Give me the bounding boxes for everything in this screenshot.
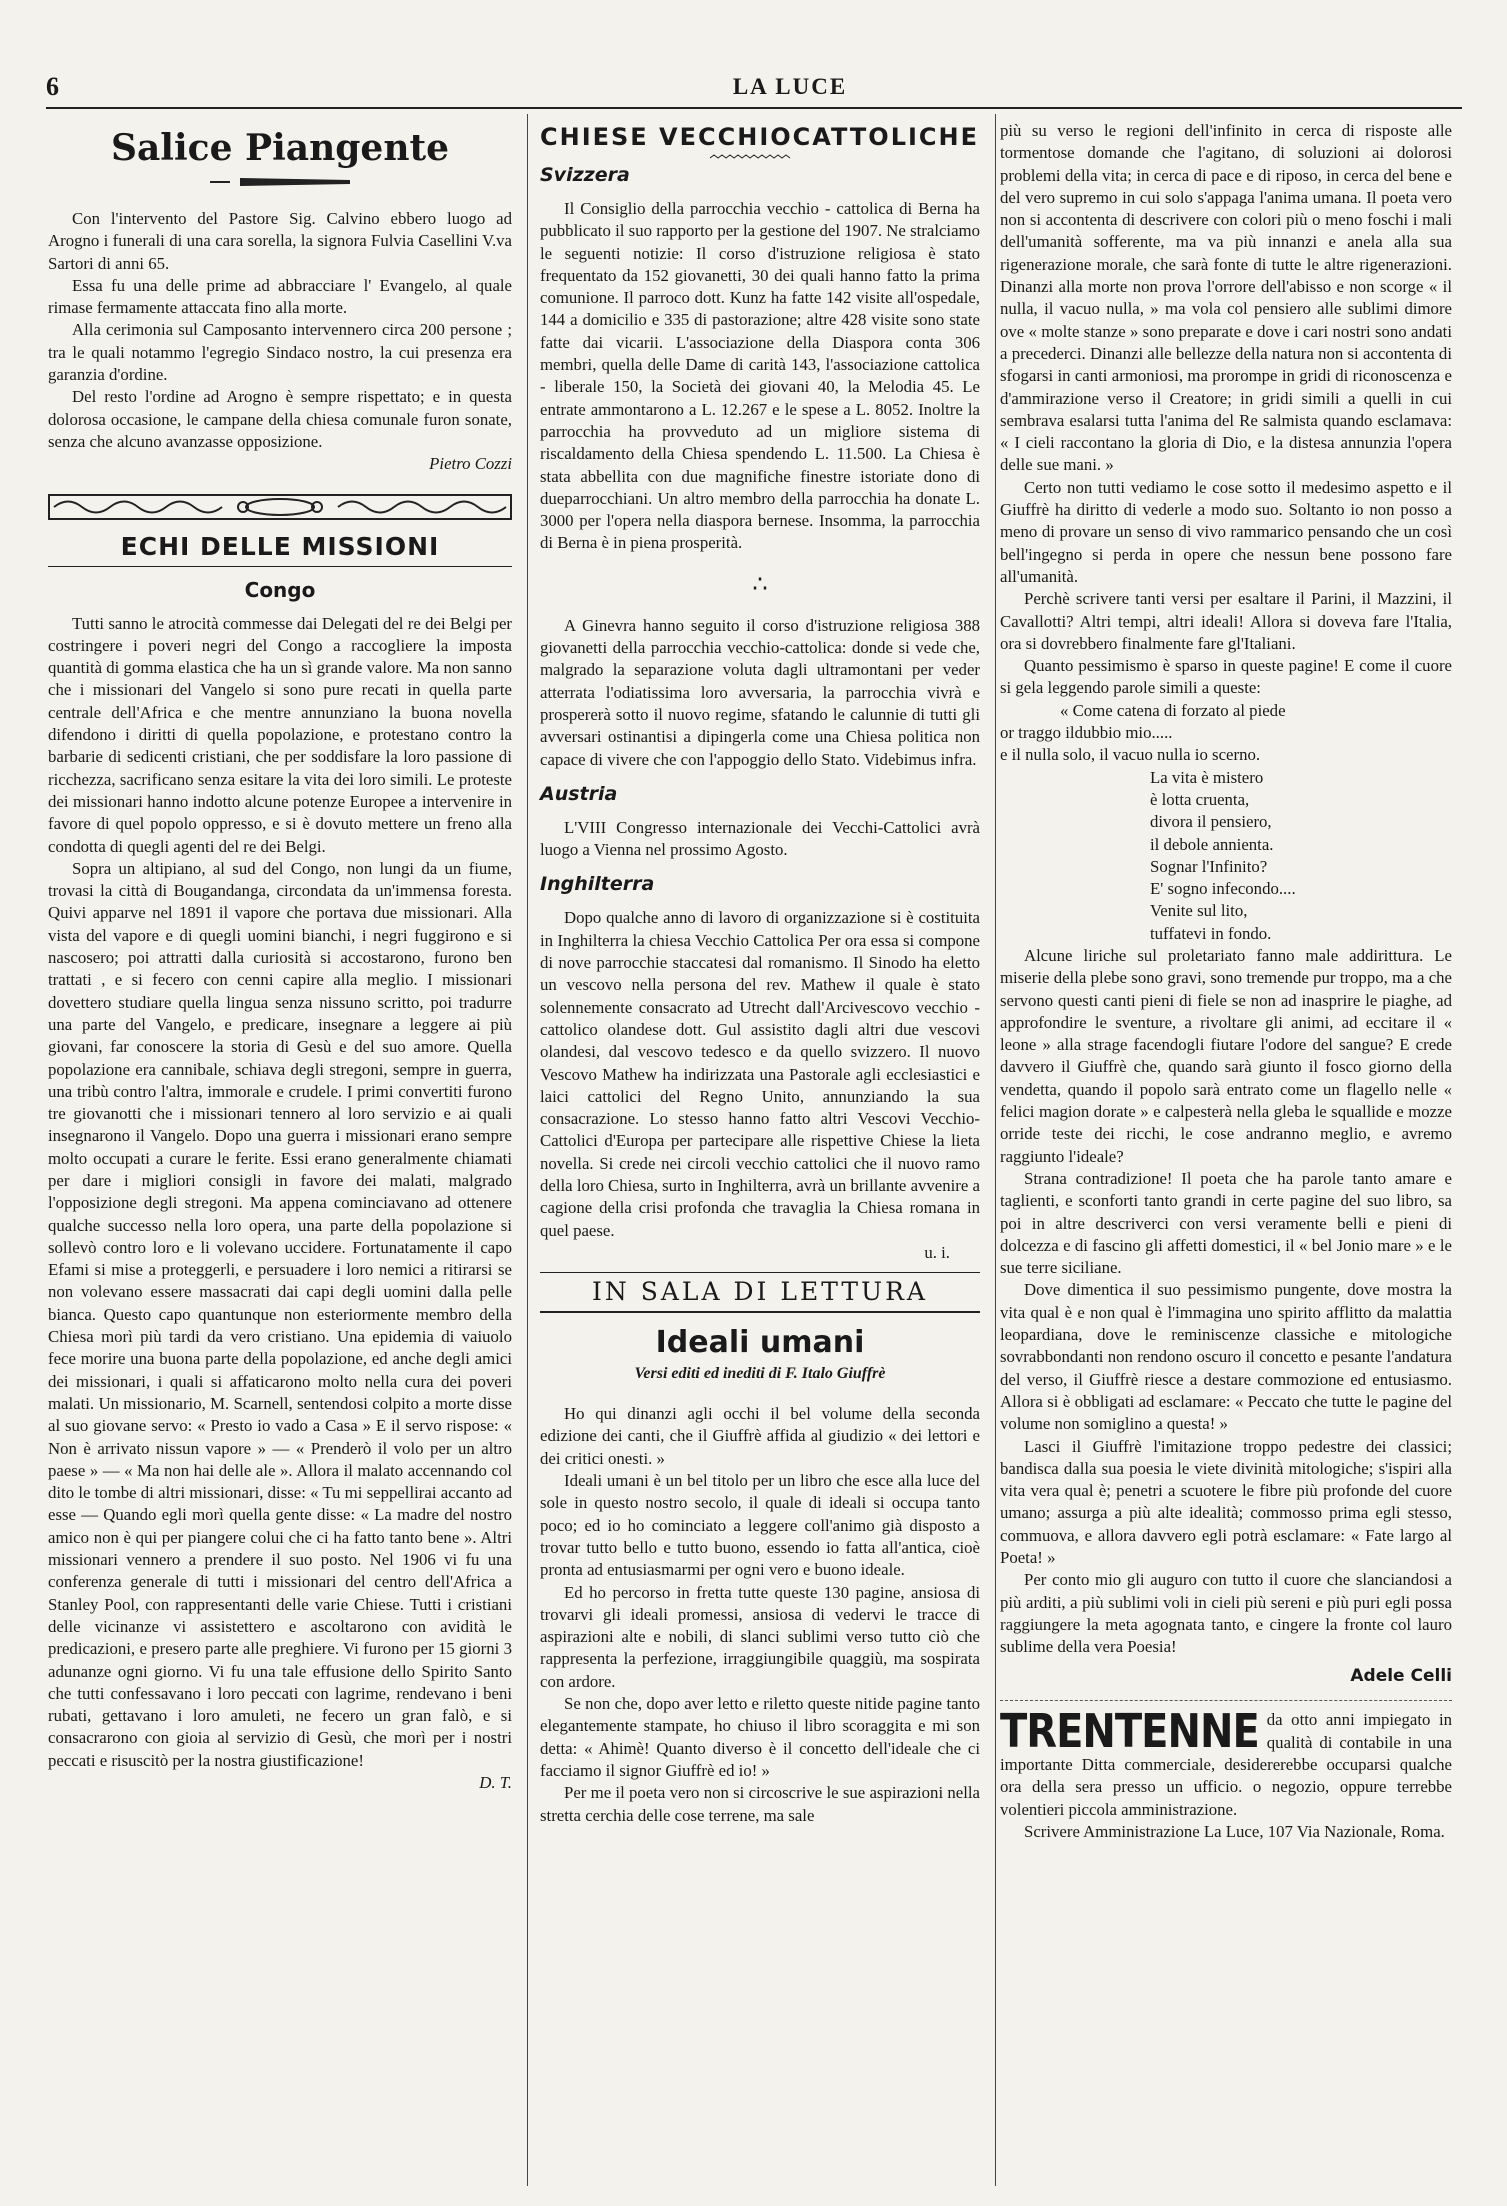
poem-line: divora il pensiero, — [1150, 812, 1272, 832]
missioni-paragraph: Tutti sanno le atrocità commesse dai Delegati del re dei Belgi per costringere i poveri negri del Congo a raccogliere la imposta quantità di gomma elastica che ha un sì grande valore. Ma non sanno che i missionari del Vangelo si sono pure recati in quella parte centrale dell'Africa e che mentre annunziano la buona novella difendono i diritti di quella popolazione, e protestano contro la barbarie di sedicenti cristiani, che per soddisfare la loro passione di ricchezza, sacrificano senza esitare la vita dei loro simili. Le proteste dei missionari hanno indotto alcune potenze Europee a intervenire in favore di quel popolo oppresso, e si è dovuto mettere un freno alla condotta di quegli agenti del re dei Belgi. — [48, 613, 512, 856]
poem-line: il debole annienta. — [1150, 834, 1274, 854]
wavy-rule — [540, 154, 980, 162]
country-heading-svizzera: Svizzera — [540, 164, 630, 186]
ad-text: da otto anni impiegato in qualità di contabile in una importante Ditta commerciale, desidererebbe occuparsi qualche ora della sera presso un ufficio. o negozio, oppure terrebbe volentieri piccola amministrazione. — [1000, 1710, 1452, 1819]
missioni-signature: D. T. — [479, 1773, 512, 1792]
poem-line: La vita è mistero — [1150, 767, 1264, 787]
review-signature: Adele Celli — [1350, 1666, 1452, 1687]
salice-paragraph: Del resto l'ordine ad Arogno è sempre rispettato; e in questa dolorosa occasione, le campane della chiesa comunale furon sonate, senza che alcuno avanzasse opposizione. — [48, 387, 512, 451]
masthead: LA LUCE — [732, 74, 848, 99]
header-rule — [46, 107, 1462, 109]
separator-dots: ∴ — [752, 571, 768, 598]
ad-headline: TRENTENNE — [1000, 1709, 1259, 1759]
review-quote: « Come catena di forzato al piede — [1060, 700, 1286, 720]
review-quote: e il nulla solo, il vacuo nulla io scerno. — [1000, 745, 1261, 765]
review-quote: or traggo ildubbio mio..... — [1000, 723, 1173, 743]
ad-rule — [1000, 1700, 1452, 1701]
review-paragraph: Quanto pessimismo è sparso in queste pagine! E come il cuore si gela leggendo parole simili a queste: — [1000, 656, 1452, 698]
column-divider-1 — [527, 114, 528, 2186]
review-paragraph: Dove dimentica il suo pessimismo pungente, dove mostra la vita qual è e non qual è l'immagina uno spirito afflitto da malattia leopardiana, dove le reminiscenze classiche e mitologiche sovrabbondanti non rendono oscuro il concetto e pesante l'andatura del verso, il Giuffrè riesce a destare commozione ed entusiasmo. Allora si è obbligati ad esclamare: « Peccato che tutte le pagine del volume non somiglino a questa! » — [1000, 1280, 1452, 1434]
chiese-paragraph: Dopo qualche anno di lavoro di organizzazione si è costituita in Inghilterra la chiesa Vecchio Cattolica Per ora essa si compone di nove parrocchie staccatesi dal romanismo. Il Sinodo ha eletto un vescovo nella persona del rev. Mathew il quale è stato solennemente consacrato ad Utrecht dall'Arcivescovo vecchio - cattolico olandese dott. Gul assistito dagli altri due vescovi olandesi, dal vescovo tedesco e da quello svizzero. Il nuovo Vescovo Mathew ha indirizzata una Pastorale agli ecclesiastici e laici cattolici del Regno Unito, annunziando la sua consacrazione. Lo stesso hanno fatto altri Vescovi Vecchio-Cattolici d'Europa per partecipare alle rispettive Chiese la lieta novella. Si crede nei circoli vecchio cattolici che il nuovo ramo della loro Chiesa, surto in Inghilterra, avrà un brillante avvenire a cagione della crisi profonda che travaglia la Chiesa romana in quel paese. — [540, 908, 980, 1240]
poem-line: Venite sul lito, — [1150, 901, 1248, 921]
sala-banner: IN SALA DI LETTURA — [592, 1277, 928, 1307]
poem-line: è lotta cruenta, — [1150, 789, 1250, 809]
decorative-border-ornament — [48, 494, 512, 520]
section-rule — [48, 566, 512, 567]
chiese-title: CHIESE VECCHIOCATTOLICHE — [540, 123, 980, 151]
poem-excerpt — [1000, 767, 1452, 945]
classified-ad — [1000, 1709, 1452, 1843]
review-paragraph: Perchè scrivere tanti versi per esaltare il Parini, il Mazzini, il Cavallotti? Altri tempi, altri ideali! Allora si doveva fare l'Italia, ora si dovrebbero finalmente fare gl'Italiani. — [1000, 589, 1452, 653]
review-paragraph: Per conto mio gli auguro con tutto il cuore che slanciandosi a più arditi, a più sublimi voli in cieli più sereni e più puri egli possa raggiungere la meta agognata tanto, e cingere la fronte col lauro sublime della vera Poesia! — [1000, 1570, 1452, 1657]
review-paragraph: Lasci il Giuffrè l'imitazione troppo pedestre dei classici; bandisca dalla sua poesia le viete divinità mitologiche; s'ispiri alla vita vera qual è; penetri a scuotere le fibre più profonde del cuore umano; assurga a più alte idealità; commosso prima egli stesso, commuova, e allora davvero egli potrà esclamare: « Fate largo al Poeta! » — [1000, 1436, 1452, 1567]
title-rule-ornament — [210, 176, 350, 188]
column-2 — [540, 120, 980, 1827]
review-paragraph: più su verso le regioni dell'infinito in cerca di risposte alle tormentose domande che l'agitano, di soluzioni ai dolorosi problemi della vita; in cerca di pace e di riposo, in cerca del bene e del vero supremo in cui solo s'appaga l'anima umana. Il poeta vero non si accontenta di descrivere con colori più o meno foschi i mali dell'umanità sofferente, ma va più innanzi e anela alla sua rigenerazione morale, che sarà fonte di tutte le altre rigenerazioni. Dinanzi alla morte non prova l'orrore dell'abisso e non scorge « il nulla, il vacuo nulla, » ma vola col pensiero alle sublimi dimore ove « molte stanze » sono preparate e dove i cari nostri sono andati a precederci. Dinanzi alle bellezze della natura non si accontenta di sfogarsi in canti armoniosi, ma prorompe in gridi di riconoscenza e d'ammirazione verso il Creatore; in gridi simili a quelli in cui sembrava esalarsi tutta l'anima del Re salmista quando esclamava: « I cieli raccontano la gloria di Dio, e la distesa annunzia l'opera delle sue mani. » — [1000, 121, 1452, 475]
sala-paragraph: Ed ho percorso in fretta tutte queste 130 pagine, ansiosa di trovarvi gli ideali promessi, ansiosa di vedervi le tracce di aspirazioni alte e nobili, di slanci sublimi verso tutto ciò che rappresenta la perfezione, irraggiungibile quaggiù, ma sospirata con ardore. — [540, 1582, 980, 1691]
missioni-paragraph: Sopra un altipiano, al sud del Congo, non lungi da un fiume, trovasi la città di Bougandanga, circondata da un'immensa foresta. Quivi apparve nel 1891 il vapore che portava due missionari. Alla vista del vapore e di quegli uomini bianchi, i negri fuggirono e si nascosero; poi attratti dalla curiosità si accostarono, furono ben trattati , e si fecero con cenni capire alla meglio. I missionari dovettero studiare quella lingua senza nissuno scritto, poi tradurre una parte del Vangelo, e predicare, insegnare a leggere ai più giovani, far conoscere la storia di Gesù e del suo amore. Quella popolazione era cannibale, schiava degli stregoni, sempre in guerra, una tribù contro l'altra, immorale e crudele. I primi convertiti furono tre giovanotti che i missionari tennero al loro servizio e ai quali insegnarono il Vangelo. Dopo una guerra i missionari erano sempre molto occupati a curare le ferite. Essi erano generalmente chiamati per dare i migliori consigli in favore dei malati, malgrado l'opposizione degli stregoni. Ma appena cominciavano ad ottenere qualche successo nella loro opera, una parte della popolazione si sollevò contro loro e li volevano uccidere. Fortunatamente il capo Efami si mise a proteggerli, e persuadere i loro nemici a ritirarsi se non volevano essere massacrati dai capi degli uomini dalla pelle bianca. Questo capo quantunque non esteriormente membro della Chiesa morì più tardi da vero cristiano. Una epidemia di vaiuolo fece morire una buona parte della popolazione, ed anche degli amici dei missionari, i quali si affaticarono molto nella cura dei poveri malati. Un missionario, M. Scarnell, sentendosi colpito a morte disse al suo giovane servo: « Presto io vado a Casa » E il servo rispose: « Non è arrivato nissun vapore » — « Prenderò il volo per un altro paese » — « Ma non hai delle ale ». Allora il malato accennando col dito le tombe di altri missionari, disse: « Tu mi seppellirai accanto ad esse — Quando egli morì quella gente disse: « La madre del nostro amico non è qui per piangere colui che ci ha fatto tanto bene ». Altri missionari vennero a prendere il suo posto. Nel 1906 vi fu una conferenza generale di tutti i missionari del centro dell'Africa a Stanley Pool, con rappresentanti delle varie Chiese. Tutti i cristiani delle vicinanze vi assistettero e ascoltarono con avidità le predicazioni, e presero parte alle preghiere. Vi furono per 15 giorni 3 adunanze ogni giorno. Vi fu una tale effusione dello Spirito Santo che tutti confessavano i loro peccati con lagrime, rendevano i beni rubati, gettavano i loro amuleti, ne fecero un gran falò, e si consacrarono con gioia al servizio di Gesù, che morì per i nostri peccati e risuscitò per la nostra giustificazione! — [48, 858, 512, 1770]
sala-paragraph: Se non che, dopo aver letto e riletto queste nitide pagine tanto elegantemente stampate, ho chiuso il libro scoraggita e mi son detta: « Ahimè! Quanto diverso è il concetto dell'ideale che ci facciamo il signor Giuffrè ed io! » — [540, 1694, 980, 1780]
poem-line: tuffatevi in fondo. — [1150, 923, 1272, 943]
sala-paragraph: Ideali umani è un bel titolo per un libro che esce alla luce del sole in questo nostro secolo, il quale di ideali si occupa tanto poco; ed io ho cominciato a leggere coll'animo già disposto a trovar tutto bello e tutto buono, essendo io fatta all'antica, cioè pronta ad entusiasmarmi per ogni vero e buono ideale. — [540, 1471, 980, 1580]
section-rule — [540, 1311, 980, 1313]
page-number: 6 — [46, 72, 59, 101]
country-heading-inghilterra: Inghilterra — [540, 873, 655, 896]
sala-title: Ideali umani — [655, 1325, 865, 1361]
salice-signature: Pietro Cozzi — [429, 454, 512, 474]
missioni-subtitle: Congo — [244, 577, 316, 602]
poem-line: Sognar l'Infinito? — [1150, 856, 1268, 876]
salice-title: Salice Piangente — [110, 127, 450, 169]
sala-paragraph: Ho qui dinanzi agli occhi il bel volume della seconda edizione dei canti, che il Giuffrè affida al giudizio « dei lettori e dei critici onesti. » — [540, 1404, 980, 1468]
salice-paragraph: Con l'intervento del Pastore Sig. Calvino ebbero luogo ad Arogno i funerali di una cara sorella, la signora Fulvia Casellini V.va Sartori di anni 65. — [48, 209, 512, 273]
salice-paragraph: Essa fu una delle prime ad abbracciare l' Evangelo, al quale rimase fermamente attaccata fino alla morte. — [48, 275, 512, 318]
chiese-signature: u. i. — [924, 1242, 950, 1262]
column-divider-2 — [995, 114, 996, 2186]
poem-line: E' sogno infecondo.... — [1150, 879, 1296, 899]
review-paragraph: Strana contradizione! Il poeta che ha parole tanto amare e taglienti, e sconforti tanto grandi in certe pagine del suo libro, sa poi in altre descriverci con versi veramente belli e pieni di dolcezza e di fascino gli affetti domestici, il « bel Jonio mare » e le sue terre siciliane. — [1000, 1168, 1452, 1278]
review-paragraph: Certo non tutti vediamo le cose sotto il medesimo aspetto e il Giuffrè ha diritto di vederle a modo suo. Soltanto io non posso a meno di provare un senso di vivo rammarico pensando che un così bell'ingegno si perda in opere che nessun bene possono fare all'umanità. — [1000, 477, 1452, 586]
column-3 — [1000, 120, 1452, 1843]
chiese-paragraph: A Ginevra hanno seguito il corso d'istruzione religiosa 388 giovanetti della parrocchia vecchio-cattolica: donde si vede che, malgrado la separazione voluta dagli ultramontani per veder atterrata l'odiatissima loro avversaria, la parrocchia vivrà e prospererà sotto il nuovo regime, sfatando le calunnie di tutti gli avversari ostinantisi a dipingerla come una Chiesa politica non capace di vivere che con l'appoggio dello Stato. Videbimus infra. — [540, 615, 980, 769]
review-paragraph: Alcune liriche sul proletariato fanno male addirittura. Le miserie della plebe sono gravi, sono tremende pur troppo, ma a che servono questi canti pieni di fiele se non ad inasprire le piaghe, ad approfondire le sventure, a rivoltare gli animi, ad eccitare il « leone » alla strage facendogli fiutare l'odore del sangue? E crede davvero il Giuffrè che, quando sarà giunto il fosco giorno della vendetta, quando il popolo sarà entrato come un flagello nelle « felici magion dorate » e calpesterà nella gleba le squallide e mozze orride teste dei ricchi, le cose andranno meglio, e avremo raggiunto l'ideale? — [1000, 945, 1452, 1166]
chiese-paragraph: Il Consiglio della parrocchia vecchio - cattolica di Berna ha pubblicato il suo rapporto per la gestione del 1907. Ne stralciamo le seguenti notizie: Il corso d'istruzione religiosa è stato frequentato da 152 giovanetti, 30 dei quali hanno fatto la prima comunione. Il parroco dott. Kunz ha fatte 142 visite all'ospedale, 144 a domicilio e 335 di pastorazione; altre 428 visite sono state fatte dai vicarii. L'associazione della Diaspora conta 306 membri, quella delle Dame di carità 143, l'associazione cattolica - liberale 150, la Società dei giovani 40, la Melodia 45. Le entrate ammontarono a L. 12.267 e le spese a L. 8052. Inoltre la parrocchia ha provveduto ad un migliore sistema di riscaldamento della Chiesa spendendo L. 11.500. La Chiesa è stata abbellita con due magnifiche finestre istoriate dono di dueparrocchiani. Un altro membro della parrocchia ha donate L. 3000 per l'opera nella diaspora bernese. Insomma, la parrocchia di Berna è in piena prosperità. — [540, 199, 980, 553]
sala-subtitle: Versi editi ed inediti di F. Italo Giuffrè — [634, 1365, 886, 1383]
column-1 — [48, 120, 512, 1794]
salice-paragraph: Alla cerimonia sul Camposanto intervennero circa 200 persone ; tra le quali notammo l'egregio Sindaco nostro, la cui presenza era garanzia d'ordine. — [48, 320, 512, 385]
ad-contact: Scrivere Amministrazione La Luce, 107 Via Nazionale, Roma. — [1024, 1821, 1445, 1841]
sala-paragraph: Per me il poeta vero non si circoscrive le sue aspirazioni nella stretta cerchia delle cose terrene, ma sale — [540, 1783, 980, 1825]
missioni-title: ECHI DELLE MISSIONI — [120, 531, 440, 561]
chiese-paragraph: L'VIII Congresso internazionale dei Vecchi-Cattolici avrà luogo a Vienna nel prossimo Agosto. — [540, 817, 980, 860]
country-heading-austria: Austria — [540, 782, 618, 805]
